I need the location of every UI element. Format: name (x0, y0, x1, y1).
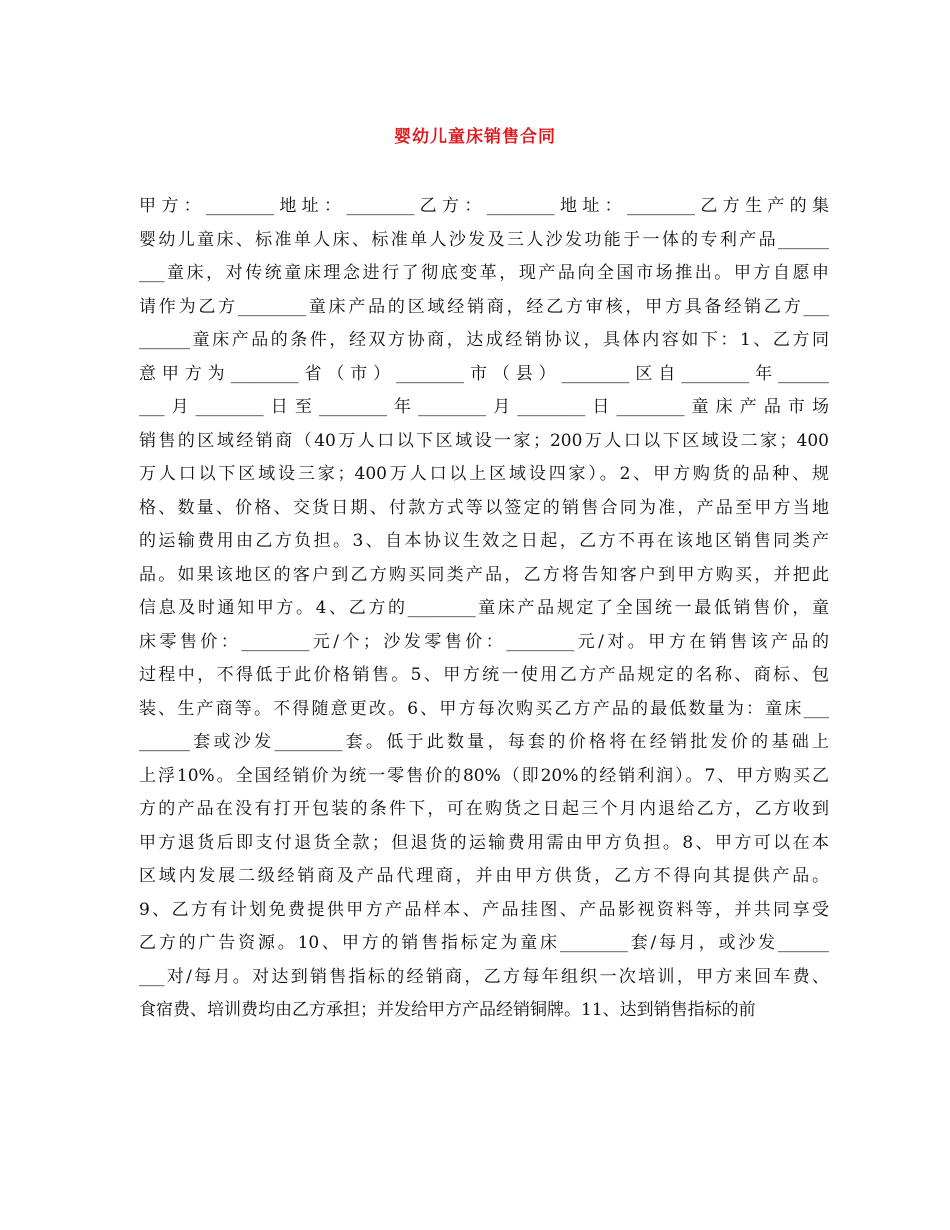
body-line: 区域内发展二级经销商及产品代理商，并由甲方供货，乙方不得向其提供产品。 (139, 866, 829, 886)
body-line: 方的产品在没有打开包装的条件下，可在购货之日起三个月内退给乙方，乙方收到 (139, 799, 829, 819)
body-line: 婴幼儿童床、标准单人床、标准单人沙发及三人沙发功能于一体的专利产品______ (139, 229, 829, 250)
body-line: 销售的区域经销商（40万人口以下区域设一家；200万人口以下区域设二家；400 (139, 430, 829, 451)
body-line: 万人口以下区域设三家；400万人口以上区域设四家）。2、甲方购货的品种、规 (139, 464, 829, 484)
body-line: ___童床，对传统童床理念进行了彻底变革，现产品向全国市场推出。甲方自愿申 (139, 263, 829, 283)
body-line: ___月________日至________年________月________日________童床产品市场 (139, 397, 829, 417)
body-line: ______童床产品的条件，经双方协商，达成经销协议，具体内容如下：1、乙方同 (139, 330, 829, 350)
contract-body (139, 190, 829, 1028)
body-line: 装、生产商等。不得随意更改。6、甲方每次购买乙方产品的最低数量为：童床___ (139, 698, 829, 719)
body-line: 乙方的广告资源。10、甲方的销售指标定为童床________套/每月，或沙发______ (139, 933, 829, 953)
document-title: 婴幼儿童床销售合同 (394, 127, 556, 147)
body-line: 请作为乙方________童床产品的区域经销商，经乙方审核，甲方具备经销乙方___ (139, 296, 829, 317)
body-line: 意甲方为________省（市）________市（县）________区自________年______ (139, 363, 829, 384)
body-line: 甲方：________地址：________乙方：________地址：________乙方生产的集 (139, 196, 829, 216)
body-line: 食宿费、培训费均由乙方承担；并发给甲方产品经销铜牌。11、达到销售指标的前 (139, 1000, 756, 1020)
body-line: 格、数量、价格、交货日期、付款方式等以签定的销售合同为准，产品至甲方当地 (139, 497, 829, 518)
body-line: ___对/每月。对达到销售指标的经销商，乙方每年组织一次培训，甲方来回车费、 (139, 966, 829, 987)
body-line: 的运输费用由乙方负担。3、自本协议生效之日起，乙方不再在该地区销售同类产 (139, 531, 829, 551)
body-line: 床零售价：________元/个；沙发零售价：________元/对。甲方在销售该产品的 (139, 631, 829, 652)
body-line: ______套或沙发________套。低于此数量，每套的价格将在经销批发价的基础上 (139, 732, 829, 752)
body-line: 品。如果该地区的客户到乙方购买同类产品，乙方将告知客户到甲方购买，并把此 (139, 564, 829, 585)
body-line: 过程中，不得低于此价格销售。5、甲方统一使用乙方产品规定的名称、商标、包 (139, 665, 829, 685)
body-line: 信息及时通知甲方。4、乙方的________童床产品规定了全国统一最低销售价，童 (139, 598, 829, 618)
body-line: 甲方退货后即支付退货全款；但退货的运输费用需由甲方负担。8、甲方可以在本 (139, 832, 829, 853)
body-line: 上浮10%。全国经销价为统一零售价的80%（即20%的经销利润）。7、甲方购买乙 (139, 765, 829, 786)
body-line: 9、乙方有计划免费提供甲方产品样本、产品挂图、产品影视资料等，并共同享受 (139, 899, 829, 920)
